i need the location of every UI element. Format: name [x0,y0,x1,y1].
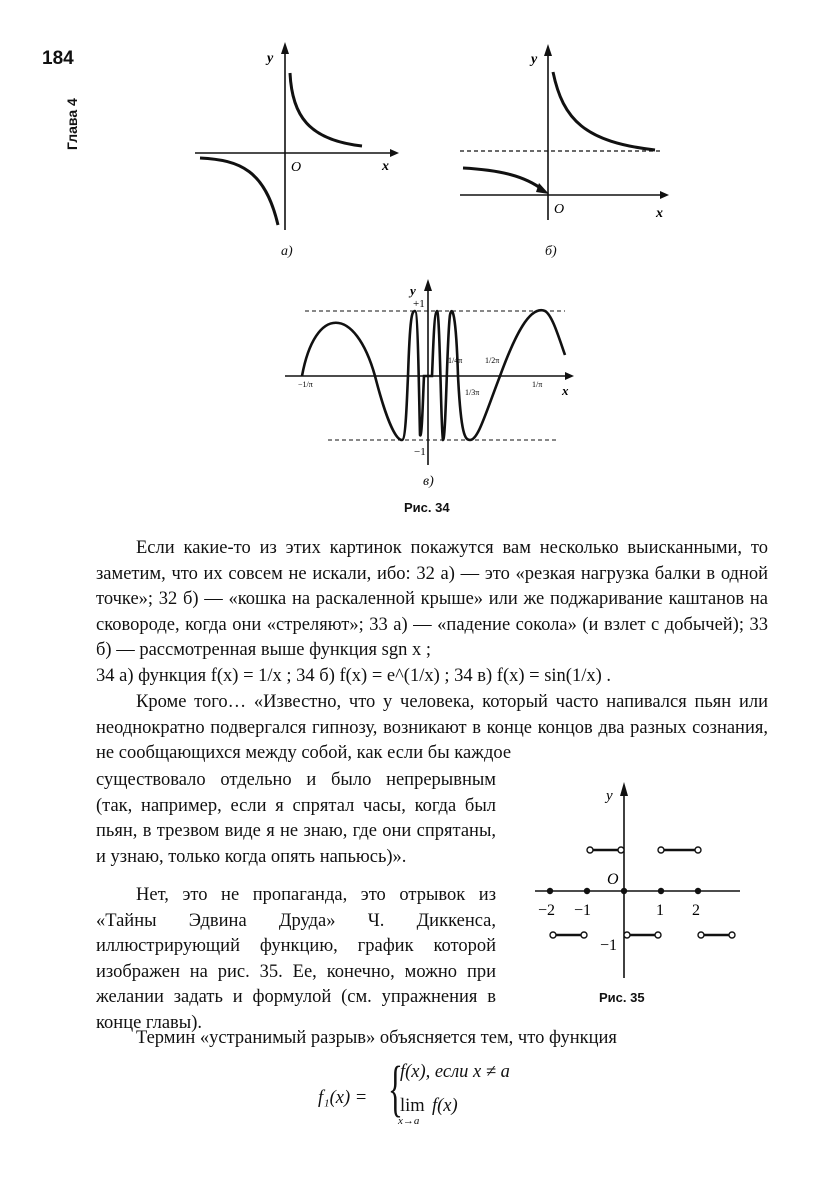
tick-1-over-3pi: 1/3π [465,388,480,397]
x-tick-1: 1 [656,902,664,919]
x-axis-label: x [382,159,389,174]
x-axis-arrow [565,372,574,380]
x-tick-minus-1: −1 [574,902,592,919]
formula-brace: { [388,1055,403,1123]
y-axis-arrow [281,42,289,54]
y-axis-arrow [620,782,628,796]
x-axis-label: x [656,206,663,221]
x-axis-arrow [660,191,669,199]
formula-case-2-expr: f(x) [432,1096,458,1116]
origin-label: O [291,160,302,175]
formula-lhs: f₁(x) = [318,1088,368,1108]
exp-right-branch [553,72,655,150]
exp-left-branch [463,168,543,190]
origin-label: O [554,202,565,217]
figure-34a-label: а) [281,244,293,259]
formula-case-2-lim: lim [400,1096,425,1116]
x-tick-minus-2: −2 [538,902,556,919]
figure-34a [190,40,400,240]
figure-34c [280,275,585,470]
hyperbola-right-branch [290,73,362,146]
y-axis-label: y [267,51,274,66]
formula-line-34: 34 а) функция f(x) = 1/x ; 34 б) f(x) = e^(1/x) ; 34 в) f(x) = sin(1/x) . [96,666,612,686]
figure-35 [530,778,760,983]
figure-35-caption: Рис. 35 [599,990,645,1005]
y-axis-label: y [410,283,416,298]
y-axis-arrow [544,44,552,56]
paragraph-2: Кроме того… «Известно, что у человека, который часто напивался пьян или неоднократно подвергался гипнозу, возникают в конце концов два разных сознания, не сообщающихся между собой, как если бы каждое [96,692,768,763]
figure-34-caption: Рис. 34 [404,500,450,515]
origin-label: O [607,871,619,888]
figure-34b-label: б) [545,244,557,259]
hyperbola-left-branch [200,158,278,225]
tick-1-over-2pi: 1/2π [485,356,500,365]
tick-minus-1-over-pi: −1/π [298,380,313,389]
formula-case-2-sub: x→a [398,1115,420,1127]
paragraph-2-narrow: существовало отдельно и было непрерывным (так, например, если я спрятал часы, когда был пьян, в трезвом виде я не знаю, где они спрятаны, и узнаю, только когда опять напьюсь)». [96,770,496,867]
x-axis-arrow [390,149,399,157]
piecewise-formula [318,1055,578,1132]
formula-case-1: f(x), если x ≠ a [400,1062,510,1082]
figure-34b [455,40,675,230]
x-tick-2: 2 [692,902,700,919]
paragraph-3: Нет, это не пропаганда, это отрывок из «Тайны Эдвина Друда» Ч. Диккенса, иллюстрирующий функцию, график которой изображен на рис. 35. Ее, конечно, можно при желании задать и формулой (см. упражнения в конце главы). [96,885,496,1033]
chapter-label: Глава 4 [64,98,80,150]
tick-1-over-4pi: 1/4π [448,356,463,365]
paragraph-4: Термин «устранимый разрыв» объясняется тем, что функция [136,1028,617,1048]
figure-34c-label: в) [423,474,434,489]
y-axis-label: y [531,52,538,67]
y-axis-arrow [424,279,432,291]
page-number: 184 [42,48,74,69]
tick-minus-one: −1 [414,446,426,458]
y-axis-label: y [606,788,613,804]
sin-inv-x-curve [302,310,565,440]
paragraph-1: Если какие-то из этих картинок покажутся вам несколько выисканными, то заметим, что их совсем не искали, ибо: 32 а) — это «резкая нагрузка балки в одной точке»; 32 б) — «кошка на раскаленной крыше» или же поджаривание каштанов на сковороде, когда они «стреляют»; 33 а) — «падение сокола» (и взлет с добычей); 33 б) — рассмотренная выше функция sgn x ; [96,538,768,660]
y-tick-minus-1: −1 [600,937,618,954]
tick-plus-one: +1 [413,298,425,310]
tick-1-over-pi: 1/π [532,380,543,389]
x-axis-label: x [562,383,569,398]
